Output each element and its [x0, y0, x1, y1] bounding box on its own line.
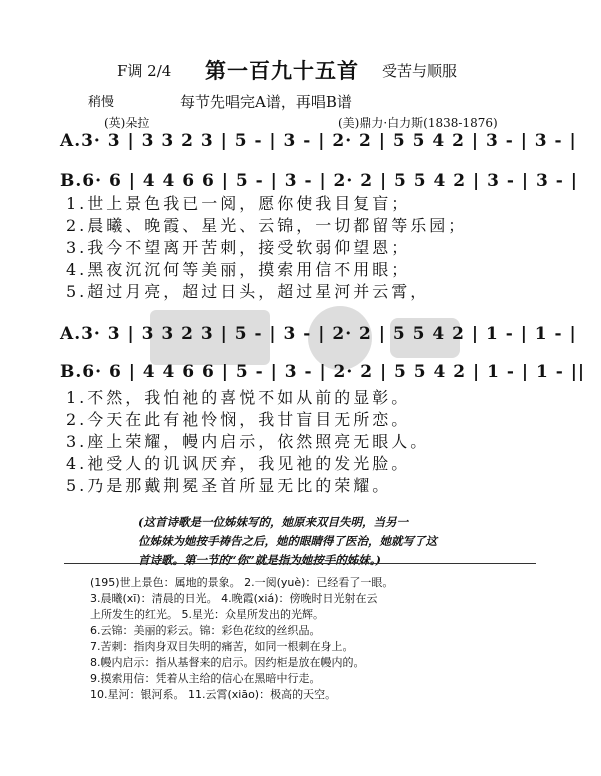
glossary — [90, 575, 393, 703]
lyric-line: 3.座上荣耀，幔内启示，依然照亮无眼人。 — [66, 432, 430, 451]
score-line-a2: A.3· 3 | 3 3 2 3 | 5 - | 3 - | 2· 2 | 5 5 4 2 | 1 - | 1 - | — [60, 324, 577, 344]
stanza-block-2 — [66, 387, 429, 497]
composer-credit: (美)鼎力·白力斯(1838-1876) — [338, 116, 498, 130]
lyric-line: 3.我今不望离开苦刺，接受软弱仰望恩； — [66, 238, 411, 257]
score-line-b1: B.6· 6 | 4 4 6 6 | 5 - | 3 - | 2· 2 | 5 5 4 2 | 3 - | 3 - | — [60, 171, 578, 191]
stanza-block-1 — [66, 193, 467, 303]
glossary-line: 8.幔内启示：指从基督来的启示。因约柜是放在幔内的。 — [90, 656, 365, 669]
lyric-line: 4.黑夜沉沉何等美丽，摸索用信不用眼； — [66, 260, 411, 279]
lyric-line: 4.祂受人的讥讽厌弃，我见祂的发光脸。 — [66, 454, 411, 473]
glossary-line: (195)世上景色：属地的景象。 2.一阅(yuè)：已经看了一眼。 — [90, 576, 394, 589]
lyric-line: 5.超过月亮，超过日头，超过星河并云霄， — [66, 282, 430, 301]
section-divider — [64, 563, 536, 564]
note-line: (这首诗歌是一位姊妹写的，她原来双目失明，当另一 — [138, 515, 408, 529]
tempo-marking: 稍慢 — [88, 95, 115, 110]
hymn-note — [138, 513, 437, 570]
glossary-line: 3.晨曦(xī)：清晨的日光。 4.晚霞(xiá)：傍晚时日光射在云 — [90, 592, 378, 605]
lyric-line: 5.乃是那戴荆冕圣首所显无比的荣耀。 — [66, 476, 392, 495]
glossary-line: 上所发生的红光。 5.星光：众星所发出的光辉。 — [90, 608, 324, 621]
key-signature: F调 2/4 — [117, 62, 172, 80]
hymn-theme: 受苦与顺服 — [382, 62, 458, 80]
lyric-line: 2.晨曦、晚霞、星光、云锦，一切都留等乐园； — [66, 216, 468, 235]
lyric-line: 1.不然，我怕祂的喜悦不如从前的显彰。 — [66, 388, 411, 407]
glossary-line: 9.摸索用信：凭着从主给的信心在黑暗中行走。 — [90, 672, 321, 685]
score-line-b2: B.6· 6 | 4 4 6 6 | 5 - | 3 - | 2· 2 | 5 5 4 2 | 1 - | 1 - || — [60, 362, 586, 382]
score-line-a1: A.3· 3 | 3 3 2 3 | 5 - | 3 - | 2· 2 | 5 5 4 2 | 3 - | 3 - | — [60, 131, 577, 151]
hymn-title: 第一百九十五首 — [205, 58, 359, 83]
note-line: 首诗歌。第一节的“你”就是指为她按手的姊妹。) — [138, 553, 381, 567]
note-line: 位姊妹为她按手祷告之后，她的眼睛得了医治，她就写了这 — [138, 534, 437, 548]
glossary-line: 6.云锦：美丽的彩云。锦：彩色花纹的丝织品。 — [90, 624, 321, 637]
performance-instruction: 每节先唱完A谱，再唱B谱 — [180, 93, 352, 111]
lyricist-credit: (英)朵拉 — [104, 116, 150, 130]
lyric-line: 2.今天在此有祂怜悯，我甘盲目无所恋。 — [66, 410, 411, 429]
lyric-line: 1.世上景色我已一阅，愿你使我目复盲； — [66, 194, 411, 213]
glossary-line: 10.星河：银河系。 11.云霄(xiāo)：极高的天空。 — [90, 688, 337, 701]
glossary-line: 7.苦刺：指肉身双目失明的痛苦，如同一根刺在身上。 — [90, 640, 354, 653]
